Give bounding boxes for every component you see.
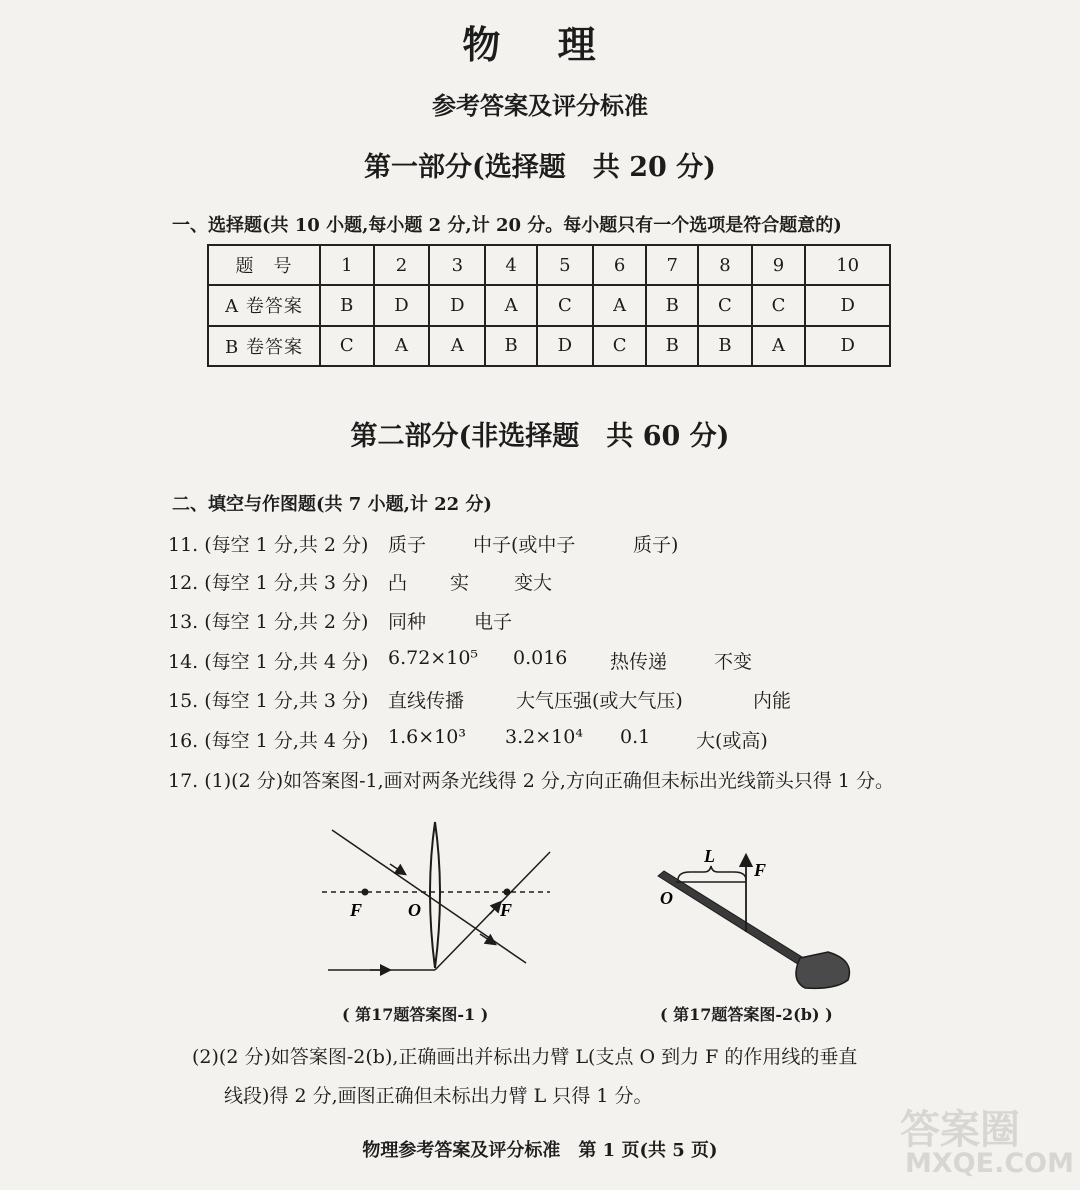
table-cell: A	[374, 326, 430, 366]
table-cell: B	[698, 326, 752, 366]
answer-item: 内能	[753, 690, 792, 712]
table-header-cell: 4	[485, 245, 537, 285]
table-row-b	[208, 326, 890, 366]
question-17-part2-line1: (2)(2 分)如答案图-2(b),正确画出并标出力臂 L(支点 O 到力 F 的作用线的垂直	[192, 1046, 858, 1068]
table-cell: A	[752, 326, 806, 366]
question-17-part2-line2: 线段)得 2 分,画图正确但未标出力臂 L 只得 1 分。	[224, 1085, 653, 1107]
shovel-blade	[796, 952, 849, 988]
table-header-cell: 1	[320, 245, 374, 285]
table-cell: A	[429, 326, 485, 366]
answer-line-13	[168, 607, 513, 634]
answer-item: 电子	[474, 611, 513, 633]
watermark-logo-text: 答案圈	[900, 1107, 1020, 1153]
table-cell: D	[805, 285, 890, 325]
ray-through-center	[332, 830, 526, 963]
table-row-a	[208, 285, 890, 325]
table-cell: C	[593, 326, 647, 366]
label-F-right: F	[500, 900, 513, 920]
answer-line-15	[168, 686, 792, 713]
table-cell: D	[429, 285, 485, 325]
answer-prefix: 13. (每空 1 分,共 2 分)	[168, 611, 369, 633]
answer-item: 0.016	[513, 647, 568, 669]
answer-line-16	[168, 726, 768, 753]
answer-prefix: 11. (每空 1 分,共 2 分)	[168, 534, 369, 556]
answer-item: 实	[450, 572, 470, 594]
table-header-cell: 8	[698, 245, 752, 285]
answer-item: 变大	[514, 572, 553, 594]
ray-arrow	[490, 905, 498, 914]
answer-item: 大气压强(或大气压)	[516, 690, 683, 712]
table-cell: C	[537, 285, 593, 325]
answer-prefix: 15. (每空 1 分,共 3 分)	[168, 690, 369, 712]
page-title: 物 理	[462, 22, 618, 67]
answer-item: 不变	[714, 651, 753, 673]
table-cell: B	[646, 285, 698, 325]
convex-lens	[430, 822, 440, 968]
answer-item: 直线传播	[388, 690, 465, 712]
part2-heading: 第二部分(非选择题 共 60 分)	[350, 421, 730, 452]
label-F-left: F	[350, 900, 363, 920]
answer-item: 6.72×10⁵	[388, 647, 479, 669]
table-cell: A	[593, 285, 647, 325]
table-header-cell: 5	[537, 245, 593, 285]
answer-line-12	[168, 568, 553, 595]
table-cell: D	[537, 326, 593, 366]
part1-heading: 第一部分(选择题 共 20 分)	[364, 152, 716, 183]
section1-heading: 一、选择题(共 10 小题,每小题 2 分,计 20 分。每小题只有一个选项是符合题意的)	[172, 215, 842, 236]
question-17-part1: 17. (1)(2 分)如答案图-1,画对两条光线得 2 分,方向正确但未标出光线箭头只得 1 分。	[168, 770, 895, 792]
answer-prefix: 16. (每空 1 分,共 4 分)	[168, 730, 369, 752]
table-cell: C	[320, 326, 374, 366]
answer-item: 大(或高)	[696, 730, 768, 752]
label-O: O	[660, 888, 673, 908]
table-cell: D	[805, 326, 890, 366]
answer-table	[207, 244, 891, 367]
focus-point-left	[362, 889, 369, 896]
table-cell: B	[320, 285, 374, 325]
label-O: O	[408, 900, 421, 920]
shovel-handle	[658, 871, 810, 968]
answer-prefix: 12. (每空 1 分,共 3 分)	[168, 572, 369, 594]
table-cell: A	[485, 285, 537, 325]
answer-item: 中子(或中子	[473, 534, 576, 556]
lever-arm-brace	[678, 866, 746, 880]
table-header-cell: 10	[805, 245, 890, 285]
table-cell: B 卷答案	[208, 326, 320, 366]
table-header-cell: 7	[646, 245, 698, 285]
page-subtitle: 参考答案及评分标准	[432, 91, 648, 120]
answer-item: 同种	[388, 611, 427, 633]
table-header-cell: 题 号	[208, 245, 320, 285]
answer-item: 质子)	[633, 534, 679, 556]
label-F: F	[754, 860, 767, 880]
table-header-cell: 3	[429, 245, 485, 285]
answer-item: 凸	[388, 572, 408, 594]
answer-prefix: 14. (每空 1 分,共 4 分)	[168, 651, 369, 673]
table-header-cell: 2	[374, 245, 430, 285]
table-header-row	[208, 245, 890, 285]
table-cell: C	[698, 285, 752, 325]
shovel-lever-diagram	[650, 840, 880, 1000]
figure2-caption: ( 第17题答案图-2(b) )	[660, 1005, 833, 1024]
lens-diagram	[310, 818, 570, 998]
page-footer: 物理参考答案及评分标准 第 1 页(共 5 页)	[362, 1140, 718, 1161]
table-header-cell: 9	[752, 245, 806, 285]
table-cell: B	[646, 326, 698, 366]
table-cell: C	[752, 285, 806, 325]
answer-item: 热传递	[610, 651, 668, 673]
watermark-url: MXQE.COM	[905, 1148, 1074, 1179]
answer-item: 质子	[388, 534, 427, 556]
answer-line-14	[168, 647, 753, 674]
label-L: L	[704, 846, 715, 866]
answer-item: 1.6×10³	[388, 726, 466, 748]
answer-item: 3.2×10⁴	[505, 726, 583, 748]
figure1-caption: ( 第17题答案图-1 )	[342, 1005, 489, 1024]
answer-line-11	[168, 530, 679, 557]
table-header-cell: 6	[593, 245, 647, 285]
section2-heading: 二、填空与作图题(共 7 小题,计 22 分)	[172, 494, 492, 515]
answer-item: 0.1	[620, 726, 651, 748]
table-cell: D	[374, 285, 430, 325]
table-cell: B	[485, 326, 537, 366]
table-cell: A 卷答案	[208, 285, 320, 325]
